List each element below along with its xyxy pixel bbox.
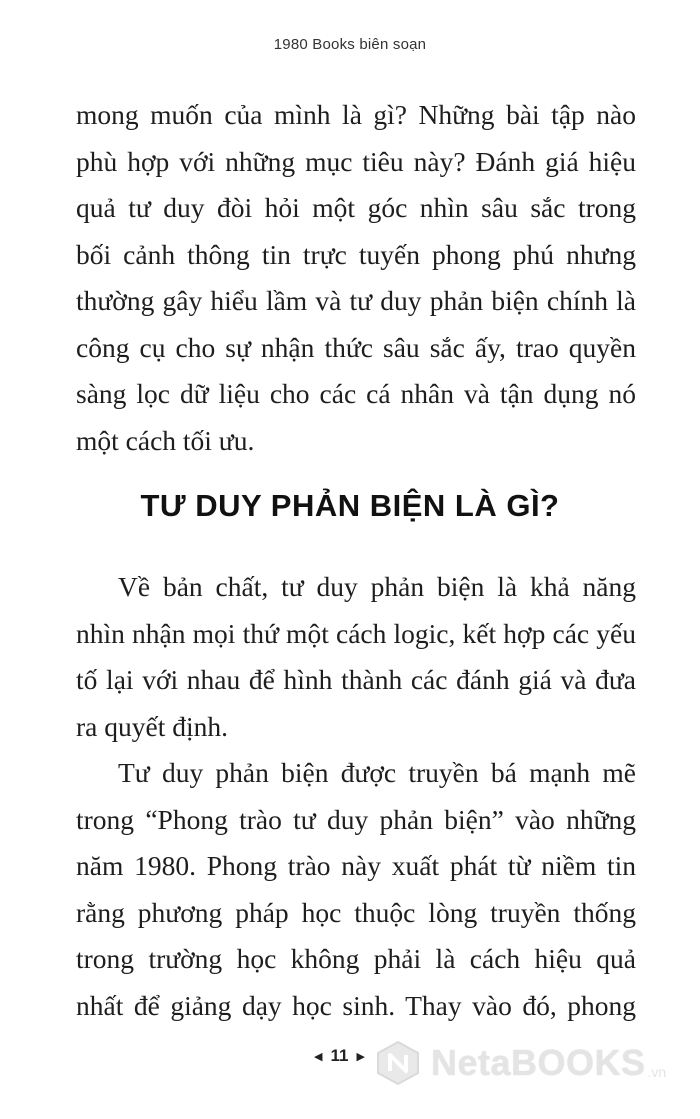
paragraph-1 [76, 92, 636, 464]
text-line: Về bản chất, tư duy phản biện là khả năng [118, 571, 636, 602]
text-line: ra quyết định. [76, 710, 228, 742]
text-line: quả tư duy đòi hỏi một góc nhìn sâu sắc trong [76, 192, 636, 223]
paragraph-2 [76, 564, 636, 750]
text-line: bối cảnh thông tin trực tuyến phong phú nhưng [76, 238, 636, 270]
paragraph-3 [76, 750, 636, 1029]
text-line: trong trường học không phải là cách hiệu quả [76, 943, 636, 974]
netabooks-logo-icon [375, 1040, 421, 1086]
text-line: rằng phương pháp học thuộc lòng truyền thống [76, 896, 636, 928]
text-line: mong muốn của mình là gì? Những bài tập nào [76, 99, 636, 130]
text-line: phù hợp với những mục tiêu này? Đánh giá hiệu [76, 145, 636, 177]
text-line: năm 1980. Phong trào này xuất phát từ niềm tin [76, 850, 636, 881]
triangle-left-icon: ◀ [314, 1050, 323, 1063]
text-line: Tư duy phản biện được truyền bá mạnh mẽ [118, 757, 636, 788]
text-line: trong “Phong trào tư duy phản biện” vào những [76, 803, 636, 835]
section-heading: TƯ DUY PHẢN BIỆN LÀ GÌ? [140, 488, 560, 523]
text-line: nhìn nhận mọi thứ một cách logic, kết hợp các yếu [76, 617, 636, 649]
text-line: sàng lọc dữ liệu cho các cá nhân và tận dụng nó [76, 378, 636, 409]
text-line: nhất để giảng dạy học sinh. Thay vào đó, phong [76, 989, 636, 1021]
watermark-brand: NetaBOOKS [431, 1042, 646, 1083]
page-number-footer [314, 1046, 365, 1066]
text-line: một cách tối ưu. [76, 424, 255, 456]
text-line: tố lại với nhau để hình thành các đánh giá và đưa [76, 664, 636, 695]
text-line: thường gây hiểu lầm và tư duy phản biện chính là [76, 285, 636, 316]
triangle-right-icon: ▶ [356, 1050, 365, 1063]
running-header: 1980 Books biên soạn [273, 36, 427, 53]
text-line: công cụ cho sự nhận thức sâu sắc ấy, trao quyền [76, 331, 636, 363]
watermark [375, 1040, 666, 1086]
page-number: 11 [330, 1046, 349, 1065]
watermark-suffix: .vn [647, 1064, 667, 1080]
